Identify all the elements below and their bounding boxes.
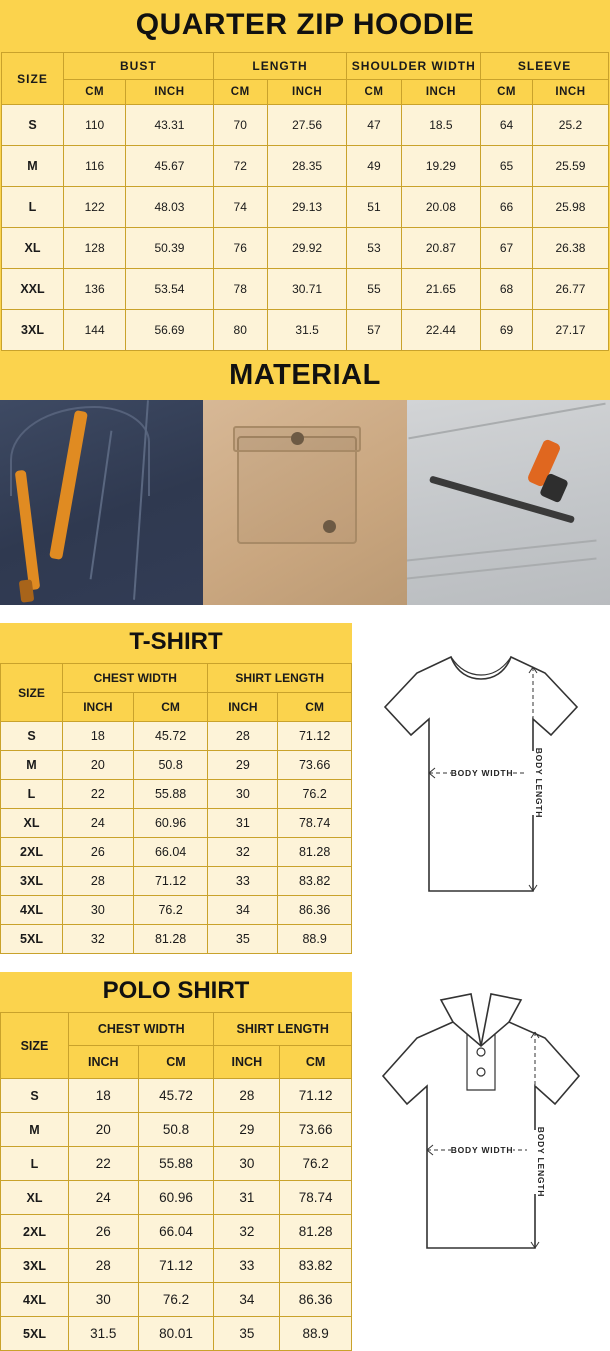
- cell: 31.5: [69, 1317, 139, 1351]
- cell: 28: [214, 1079, 280, 1113]
- hoodie-size-table: [1, 52, 609, 351]
- row-size: L: [2, 187, 64, 228]
- cell: 26.77: [532, 269, 608, 310]
- cell: 25.2: [532, 105, 608, 146]
- table-row: [1, 867, 352, 896]
- cell: 76.2: [138, 1283, 214, 1317]
- cell: 34: [214, 1283, 280, 1317]
- cell: 73.66: [278, 751, 352, 780]
- cell: 43.31: [126, 105, 213, 146]
- column-header-length: LENGTH: [213, 53, 347, 80]
- cell: 29: [208, 751, 278, 780]
- row-size: XXL: [2, 269, 64, 310]
- table-row: [1, 1283, 352, 1317]
- cell: 31: [208, 809, 278, 838]
- cell: 88.9: [280, 1317, 352, 1351]
- table-header-row: [2, 53, 609, 80]
- cell: 18.5: [401, 105, 481, 146]
- row-size: S: [2, 105, 64, 146]
- table-row: [2, 228, 609, 269]
- body-width-label: BODY WIDTH: [450, 768, 514, 778]
- cell: 76.2: [133, 896, 208, 925]
- unit-header: CM: [138, 1046, 214, 1079]
- cell: 30.71: [267, 269, 347, 310]
- cell: 86.36: [278, 896, 352, 925]
- row-size: 3XL: [1, 1249, 69, 1283]
- cell: 66: [481, 187, 533, 228]
- tshirt-outline-svg: [355, 623, 607, 923]
- table-header-row: [1, 1013, 352, 1046]
- cell: 66.04: [133, 838, 208, 867]
- unit-header: INCH: [532, 80, 608, 105]
- unit-header: CM: [64, 80, 126, 105]
- cell: 45.72: [133, 722, 208, 751]
- cell: 71.12: [133, 867, 208, 896]
- fabric-line: [407, 540, 597, 563]
- unit-header: CM: [347, 80, 401, 105]
- cell: 81.28: [280, 1215, 352, 1249]
- cell: 31.5: [267, 310, 347, 351]
- cell: 50.8: [133, 751, 208, 780]
- cell: 32: [208, 838, 278, 867]
- cell: 88.9: [278, 925, 352, 954]
- cell: 25.98: [532, 187, 608, 228]
- cell: 76.2: [278, 780, 352, 809]
- cell: 30: [63, 896, 134, 925]
- row-size: S: [1, 722, 63, 751]
- column-header-shirt-length: SHIRT LENGTH: [208, 664, 352, 693]
- cell: 66.04: [138, 1215, 214, 1249]
- cell: 35: [214, 1317, 280, 1351]
- table-row: [1, 722, 352, 751]
- cell: 26: [63, 838, 134, 867]
- table-header-row: [1, 664, 352, 693]
- row-size: 4XL: [1, 896, 63, 925]
- cell: 70: [213, 105, 267, 146]
- row-size: L: [1, 780, 63, 809]
- cell: 78.74: [278, 809, 352, 838]
- row-size: M: [1, 1113, 69, 1147]
- table-row: [2, 310, 609, 351]
- cell: 69: [481, 310, 533, 351]
- spacer: [0, 605, 610, 623]
- cell: 19.29: [401, 146, 481, 187]
- cell: 56.69: [126, 310, 213, 351]
- cell: 29.13: [267, 187, 347, 228]
- cell: 25.59: [532, 146, 608, 187]
- cell: 55.88: [133, 780, 208, 809]
- column-header-chest-width: CHEST WIDTH: [69, 1013, 214, 1046]
- cell: 32: [214, 1215, 280, 1249]
- cell: 48.03: [126, 187, 213, 228]
- table-row: [1, 1249, 352, 1283]
- unit-header: CM: [481, 80, 533, 105]
- unit-header: INCH: [126, 80, 213, 105]
- unit-header: INCH: [401, 80, 481, 105]
- pocket-outline: [237, 436, 357, 544]
- table-row: [1, 1147, 352, 1181]
- cell: 76.2: [280, 1147, 352, 1181]
- table-row: [1, 1079, 352, 1113]
- table-row: [1, 838, 352, 867]
- cell: 71.12: [280, 1079, 352, 1113]
- cell: 28.35: [267, 146, 347, 187]
- cell: 55.88: [138, 1147, 214, 1181]
- body-length-label: BODY LENGTH: [536, 1126, 546, 1198]
- cell: 32: [63, 925, 134, 954]
- tshirt-title: T-SHIRT: [0, 623, 352, 663]
- row-size: 2XL: [1, 838, 63, 867]
- cell: 122: [64, 187, 126, 228]
- table-row: [1, 1113, 352, 1147]
- cell: 26.38: [532, 228, 608, 269]
- cell: 64: [481, 105, 533, 146]
- table-row: [1, 780, 352, 809]
- polo-diagram: [352, 972, 610, 1351]
- column-header-chest-width: CHEST WIDTH: [63, 664, 208, 693]
- table-row: [1, 896, 352, 925]
- unit-header: INCH: [267, 80, 347, 105]
- cell: 30: [208, 780, 278, 809]
- polo-outline-svg: [355, 972, 607, 1272]
- tshirt-section: [0, 623, 610, 954]
- cell: 80: [213, 310, 267, 351]
- cell: 74: [213, 187, 267, 228]
- polo-title: POLO SHIRT: [0, 972, 352, 1012]
- cell: 65: [481, 146, 533, 187]
- column-header-shoulder-width: SHOULDER WIDTH: [347, 53, 481, 80]
- column-header-sleeve: SLEEVE: [481, 53, 609, 80]
- row-size: M: [1, 751, 63, 780]
- tshirt-size-table: [0, 663, 352, 954]
- cell: 24: [63, 809, 134, 838]
- cell: 71.12: [278, 722, 352, 751]
- material-photo-row: [0, 400, 610, 605]
- row-size: S: [1, 1079, 69, 1113]
- table-row: [1, 809, 352, 838]
- column-header-shirt-length: SHIRT LENGTH: [214, 1013, 352, 1046]
- column-header-size: SIZE: [2, 53, 64, 105]
- cell: 55: [347, 269, 401, 310]
- cell: 31: [214, 1181, 280, 1215]
- unit-header: CM: [213, 80, 267, 105]
- cell: 136: [64, 269, 126, 310]
- hoodie-section: [0, 0, 610, 353]
- cell: 27.17: [532, 310, 608, 351]
- cell: 72: [213, 146, 267, 187]
- tan-cargo-pocket-photo: [203, 400, 406, 605]
- table-row: [1, 1181, 352, 1215]
- cell: 29: [214, 1113, 280, 1147]
- cell: 81.28: [133, 925, 208, 954]
- table-row: [1, 1317, 352, 1351]
- cell: 50.39: [126, 228, 213, 269]
- cell: 20: [63, 751, 134, 780]
- unit-header: CM: [280, 1046, 352, 1079]
- cell: 18: [63, 722, 134, 751]
- cell: 33: [208, 867, 278, 896]
- table-row: [2, 146, 609, 187]
- table-unit-row: [2, 80, 609, 105]
- unit-header: CM: [278, 693, 352, 722]
- table-row: [2, 105, 609, 146]
- cell: 144: [64, 310, 126, 351]
- column-header-size: SIZE: [1, 1013, 69, 1079]
- cell: 20.87: [401, 228, 481, 269]
- cell: 86.36: [280, 1283, 352, 1317]
- cell: 18: [69, 1079, 139, 1113]
- cell: 30: [69, 1283, 139, 1317]
- unit-header: INCH: [208, 693, 278, 722]
- unit-header: INCH: [69, 1046, 139, 1079]
- cell: 28: [208, 722, 278, 751]
- table-row: [1, 751, 352, 780]
- cell: 22: [63, 780, 134, 809]
- row-size: 5XL: [1, 1317, 69, 1351]
- cell: 33: [214, 1249, 280, 1283]
- row-size: XL: [2, 228, 64, 269]
- row-size: XL: [1, 809, 63, 838]
- column-header-size: SIZE: [1, 664, 63, 722]
- row-size: 3XL: [2, 310, 64, 351]
- cell: 67: [481, 228, 533, 269]
- cell: 28: [63, 867, 134, 896]
- cell: 53: [347, 228, 401, 269]
- cell: 78.74: [280, 1181, 352, 1215]
- fabric-line: [408, 403, 605, 440]
- fabric-line: [407, 558, 597, 581]
- cell: 47: [347, 105, 401, 146]
- body-length-label: BODY LENGTH: [534, 747, 544, 819]
- table-row: [1, 1215, 352, 1249]
- cell: 78: [213, 269, 267, 310]
- row-size: XL: [1, 1181, 69, 1215]
- cell: 71.12: [138, 1249, 214, 1283]
- cell: 27.56: [267, 105, 347, 146]
- row-size: L: [1, 1147, 69, 1181]
- polo-section: [0, 972, 610, 1351]
- cell: 49: [347, 146, 401, 187]
- cell: 21.65: [401, 269, 481, 310]
- page-title: QUARTER ZIP HOODIE: [0, 0, 610, 52]
- cell: 22: [69, 1147, 139, 1181]
- cell: 60.96: [133, 809, 208, 838]
- column-header-bust: BUST: [64, 53, 214, 80]
- spacer: [0, 954, 610, 972]
- unit-header: CM: [133, 693, 208, 722]
- cell: 45.67: [126, 146, 213, 187]
- row-size: 5XL: [1, 925, 63, 954]
- cell: 24: [69, 1181, 139, 1215]
- drawstring-tip: [19, 579, 35, 602]
- table-row: [2, 269, 609, 310]
- row-size: 4XL: [1, 1283, 69, 1317]
- cell: 76: [213, 228, 267, 269]
- row-size: 3XL: [1, 867, 63, 896]
- cell: 80.01: [138, 1317, 214, 1351]
- unit-header: INCH: [63, 693, 134, 722]
- cell: 73.66: [280, 1113, 352, 1147]
- polo-size-table: [0, 1012, 352, 1351]
- cell: 68: [481, 269, 533, 310]
- cell: 20: [69, 1113, 139, 1147]
- cell: 81.28: [278, 838, 352, 867]
- body-width-label: BODY WIDTH: [450, 1145, 514, 1155]
- unit-header: INCH: [214, 1046, 280, 1079]
- cell: 34: [208, 896, 278, 925]
- row-size: 2XL: [1, 1215, 69, 1249]
- cell: 45.72: [138, 1079, 214, 1113]
- cell: 83.82: [278, 867, 352, 896]
- cell: 20.08: [401, 187, 481, 228]
- material-title: MATERIAL: [0, 353, 610, 400]
- cell: 29.92: [267, 228, 347, 269]
- tshirt-diagram: [352, 623, 610, 954]
- cell: 26: [69, 1215, 139, 1249]
- table-row: [2, 187, 609, 228]
- cell: 51: [347, 187, 401, 228]
- cell: 83.82: [280, 1249, 352, 1283]
- cell: 35: [208, 925, 278, 954]
- cell: 57: [347, 310, 401, 351]
- cell: 50.8: [138, 1113, 214, 1147]
- cell: 60.96: [138, 1181, 214, 1215]
- cell: 116: [64, 146, 126, 187]
- cell: 110: [64, 105, 126, 146]
- cell: 28: [69, 1249, 139, 1283]
- cell: 30: [214, 1147, 280, 1181]
- navy-hoodie-drawstring-photo: [0, 400, 203, 605]
- row-size: M: [2, 146, 64, 187]
- grey-zipper-pull-photo: [407, 400, 610, 605]
- table-row: [1, 925, 352, 954]
- cell: 128: [64, 228, 126, 269]
- cell: 22.44: [401, 310, 481, 351]
- cell: 53.54: [126, 269, 213, 310]
